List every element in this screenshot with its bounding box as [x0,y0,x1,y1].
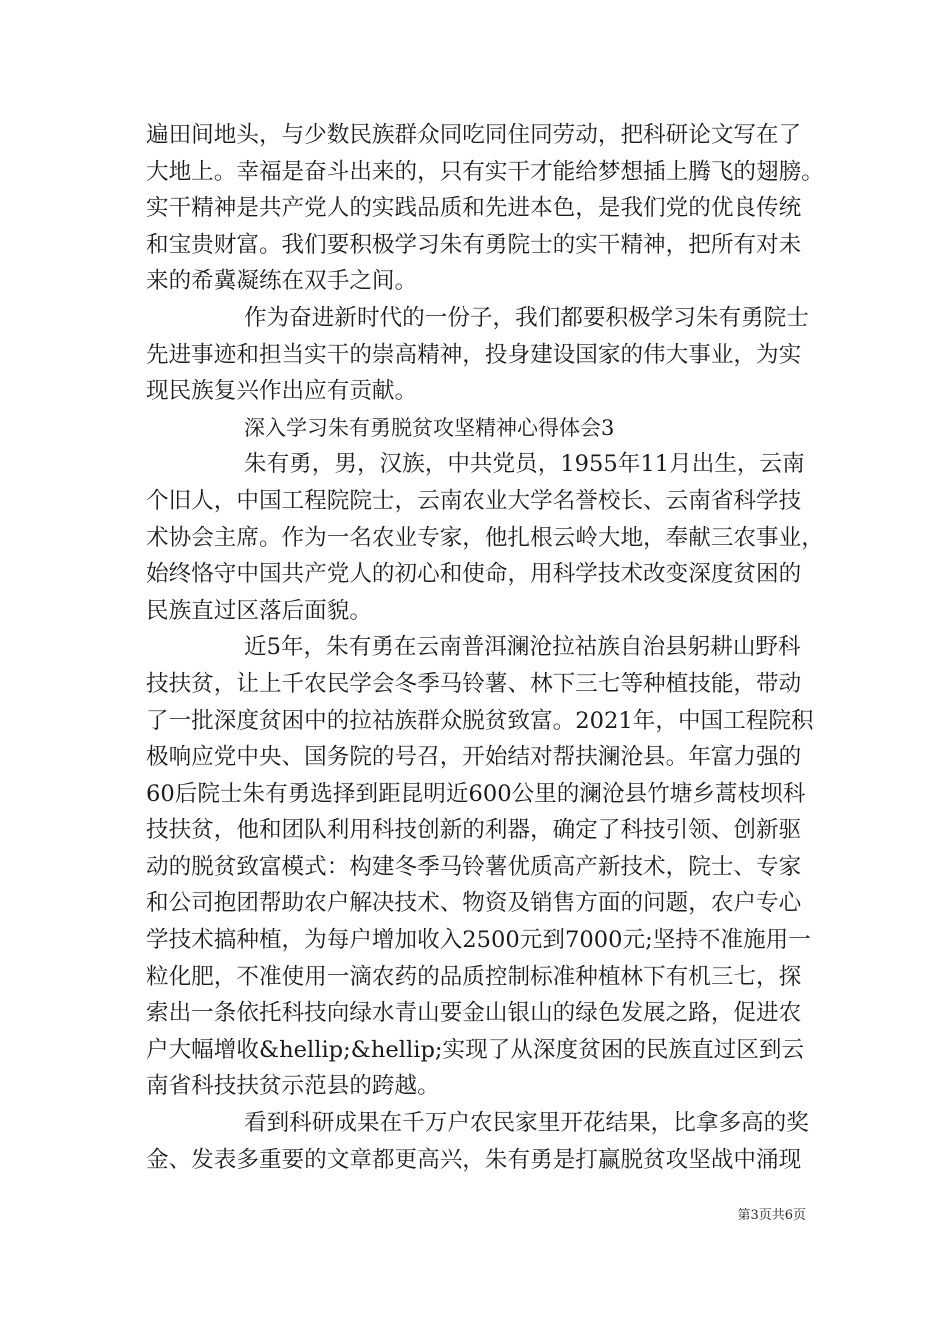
text-line: 作为奋进新时代的一份子，我们都要积极学习朱有勇院士 [244,304,809,331]
text-line: 技扶贫，让上千农民学会冬季马铃薯、林下三七等种植技能，带动 [146,670,802,697]
text-line: 和宝贵财富。我们要积极学习朱有勇院士的实干精神，把所有对未 [146,231,802,258]
document-body [146,117,824,1178]
text-line: 朱有勇，男，汉族，中共党员，1955年11月出生，云南 [244,451,805,478]
text-line: 极响应党中央、国务院的号召，开始结对帮扶澜沧县。年富力强的 [146,744,802,771]
text-line: 看到科研成果在千万户农民家里开花结果，比拿多高的奖 [244,1110,809,1137]
text-line: 粒化肥，不准使用一滴农药的品质控制标准种植林下有机三七，探 [146,963,802,990]
text-line: 了一批深度贫困中的拉祜族群众脱贫致富。2021年，中国工程院积 [146,707,814,734]
text-line: 现民族复兴作出应有贡献。 [146,378,418,405]
text-line: 个旧人，中国工程院院士，云南农业大学名誉校长、云南省科学技 [146,487,802,514]
text-line: 动的脱贫致富模式：构建冬季马铃薯优质高产新技术，院士、专家 [146,853,802,880]
text-line: 和公司抱团帮助农户解决技术、物资及销售方面的问题，农户专心 [146,890,802,917]
text-line: 60后院士朱有勇选择到距昆明近600公里的澜沧县竹塘乡蒿枝坝科 [146,780,806,807]
text-line: 学技术搞种植，为每户增加收入2500元到7000元;坚持不准施用一 [146,927,811,954]
text-line: 术协会主席。作为一名农业专家，他扎根云岭大地，奉献三农事业， [146,524,824,551]
text-line: 技扶贫，他和团队利用科技创新的利器，确定了科技引领、创新驱 [146,817,802,844]
text-line: 户大幅增收&hellip;&hellip;实现了从深度贫困的民族直过区到云 [146,1036,805,1063]
page-number-footer: 第3页共6页 [737,1208,806,1223]
text-line: 实干精神是共产党人的实践品质和先进本色，是我们党的优良传统 [146,195,802,222]
text-line: 始终恪守中国共产党人的初心和使命，用科学技术改变深度贫困的 [146,561,802,588]
text-line: 金、发表多重要的文章都更高兴，朱有勇是打赢脱贫攻坚战中涌现 [146,1146,802,1173]
text-line: 遍田间地头，与少数民族群众同吃同住同劳动，把科研论文写在了 [146,122,802,148]
section-heading: 深入学习朱有勇脱贫攻坚精神心得体会3 [244,415,615,440]
text-line: 来的希冀凝练在双手之间。 [146,268,418,295]
text-line: 大地上。幸福是奋斗出来的，只有实干才能给梦想插上腾飞的翅膀。 [146,158,824,185]
text-line: 民族直过区落后面貌。 [146,597,372,624]
text-line: 先进事迹和担当实干的崇高精神，投身建设国家的伟大事业，为实 [146,341,802,368]
text-line: 南省科技扶贫示范县的跨越。 [146,1073,440,1100]
text-line: 近5年，朱有勇在云南普洱澜沧拉祜族自治县躬耕山野科 [244,634,801,661]
text-line: 索出一条依托科技向绿水青山要金山银山的绿色发展之路，促进农 [146,1000,802,1027]
